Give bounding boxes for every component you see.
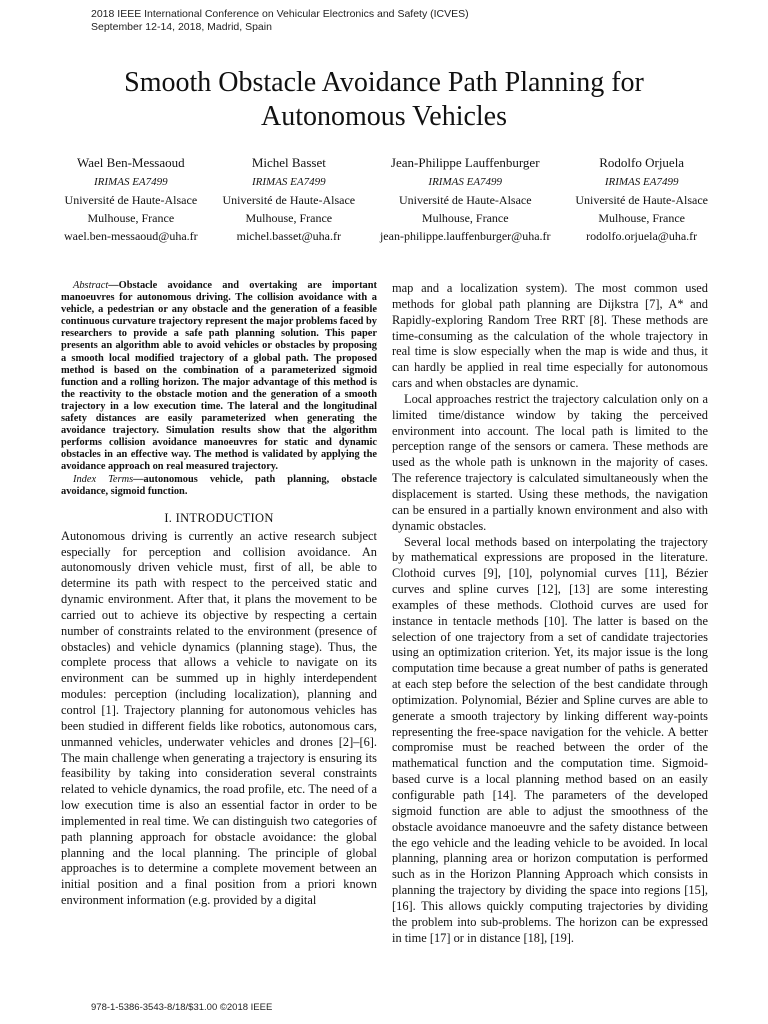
- right-column: [392, 281, 708, 946]
- author-university: Université de Haute-Alsace: [575, 193, 708, 207]
- author-2: [223, 154, 356, 245]
- author-1: [64, 154, 198, 245]
- author-name: Michel Basset: [251, 155, 326, 170]
- author-university: Université de Haute-Alsace: [398, 193, 532, 207]
- index-terms-label: Index Terms: [73, 473, 134, 485]
- index-terms: [61, 474, 377, 498]
- title-line-1: Smooth Obstacle Avoidance Path Planning for: [124, 67, 644, 98]
- author-name: Rodolfo Orjuela: [599, 155, 685, 170]
- left-column: [61, 280, 377, 909]
- author-4: [575, 154, 708, 245]
- author-email: rodolfo.orjuela@uha.fr: [586, 229, 698, 243]
- abstract-text: —Obstacle avoidance and overtaking are important manoeuvres for autonomous driving. The collision avoidance with a vehicle, a pedestrian or any obstacle and the generation of a feasible continuous curvature trajectory represent the major problems faced by researchers to provide a safe path planning solution. This paper presents an algorithm able to avoid vehicles or obstacles by proposing a smooth local modified trajectory of a global path. The proposed method is based on the combination of a parameterized sigmoid function and a rolling horizon. The major advantage of this method is the reactivity to the obstacle motion and the generation of a smooth trajectory in a low execution time. The lateral and the longitudinal safety distances are easily parameterized when generating the avoidance trajectory. Simulation results show that the algorithm performs collision avoidance manoeuvres for static and dynamic obstacles in an effective way. The method is validated by applying the avoidance approach on real measured trajectory.: [61, 280, 377, 473]
- author-lab: IRIMAS EA7499: [604, 176, 679, 188]
- author-name: Jean-Philippe Lauffenburger: [390, 155, 540, 170]
- author-university: Université de Haute-Alsace: [222, 193, 356, 207]
- intro-paragraph-2: Local approaches restrict the trajectory calculation only on a limited time/distance window by taking the perceived environment into account. The local path is limited to the perception range of the sensors or camera. These methods are used as the whole path is unknown in the majority of cases. The reference trajectory is calculated simultaneously when the displacement is started. Using these methods, the navigation can be ensured in a partially known environment and also with dynamic obstacles.: [392, 391, 708, 533]
- author-city: Mulhouse, France: [598, 211, 685, 225]
- intro-paragraph-1: Autonomous driving is currently an active research subject especially for perception and collision avoidance. An autonomously driven vehicle must, first of all, be able to determine its path with respect to the perceived static and dynamic environment. After that, it plans the movement to be carried out to achieve its objective by respecting a certain number of constraints related to the environment (presence of obstacles) and vehicle dynamics (planning stage). Thus, the complete process that allows a vehicle to navigate on its environment can be summed up in highly interdependent modules: perception (including localization), planning and control [1]. Trajectory planning for autonomous vehicles has been studied in different fields like robotics, autonomous cars, unmanned vehicles, underwater vehicles and drones [2]–[6]. The main challenge when generating a trajectory is ensuring its feasibility by taking into consideration several constraints related to vehicle dynamics, the road profile, etc. The need of a low execution time is also an essential factor in order to be implemented in real time. We can distinguish two categories of path planning approach for obstacle avoidance: the global planning and the local planning. The principle of global approaches is to determine a complete movement between an initial position and a final position from a priori known environment information (e.g. provided by a digital: [61, 528, 377, 908]
- paper-title: [0, 66, 768, 134]
- author-name: Wael Ben-Messaoud: [77, 155, 185, 170]
- author-3: [380, 154, 551, 245]
- author-city: Mulhouse, France: [421, 211, 509, 225]
- author-block: [64, 154, 708, 245]
- conference-line-2: September 12-14, 2018, Madrid, Spain: [91, 21, 272, 33]
- copyright-footer: 978-1-5386-3543-8/18/$31.00 ©2018 IEEE: [91, 1002, 273, 1013]
- conference-line-1: 2018 IEEE International Conference on Vehicular Electronics and Safety (ICVES): [91, 8, 469, 20]
- author-city: Mulhouse, France: [245, 211, 333, 225]
- abstract: [61, 280, 377, 474]
- title-line-2: Autonomous Vehicles: [260, 101, 508, 132]
- section-heading: I. INTRODUCTION: [164, 510, 274, 525]
- author-email: jean-philippe.lauffenburger@uha.fr: [379, 229, 551, 243]
- author-city: Mulhouse, France: [87, 211, 175, 225]
- author-email: wael.ben-messaoud@uha.fr: [64, 229, 198, 243]
- abstract-label: Abstract: [73, 280, 109, 291]
- author-lab: IRIMAS EA7499: [252, 176, 326, 188]
- author-lab: IRIMAS EA7499: [428, 176, 503, 188]
- intro-paragraph-3: Several local methods based on interpolating the trajectory by mathematical expressions are proposed in the literature. Clothoid curves [9], [10], polynomial curves [11], Bézier curves and spline curves [12], [13] are some interesting examples of these methods. Clothoid curves are used for instance in tentacle methods [10]. The latter is based on the selection of one trajectory from a set of candidate trajectories using an optimization criterion. Yet, its major issue is the long computation time because a great number of paths is generated at each step before the selection of the best candidate through optimization. Polynomial, Bézier and Spline curves are able to generate a smooth trajectory by linking different way-points representing the free-space navigation for the vehicle. A better compromise must be reached between the order of the mathematical function and the computation time. Sigmoid-based curve is a local planning method based on an easily configurable path [14]. The parameters of the developed sigmoid function are able to adjust the smoothness of the obstacle avoidance manoeuvre and the safety distance between the ego vehicle and the leading vehicle to be avoided. In local planning, planning area or horizon computation is performed such as in the Horizon Planning Approach which consists in planning the trajectory by dividing the space into regions [15], [16]. This allows quickly computing trajectories by dividing the problem into sub-problems. The horizon can be expressed in time [17] or in distance [18], [19].: [392, 534, 708, 945]
- author-email: michel.basset@uha.fr: [236, 229, 341, 243]
- conference-header: [91, 8, 469, 34]
- author-lab: IRIMAS EA7499: [94, 176, 168, 188]
- author-university: Université de Haute-Alsace: [64, 193, 198, 207]
- index-terms-text: —autonomous vehicle, path planning, obstacle avoidance, sigmoid function.: [61, 473, 377, 497]
- intro-paragraph-1-continued: map and a localization system). The most common used methods for global path planning are Dijkstra [7], A* and Rapidly-exploring Random Tree RRT [8]. These methods are time-consuming as the calculation of the whole trajectory in real time is slow especially when the map is wide and thus, it can hardly be applied in real time especially for autonomous cars and when obstacles are dynamic.: [392, 281, 708, 391]
